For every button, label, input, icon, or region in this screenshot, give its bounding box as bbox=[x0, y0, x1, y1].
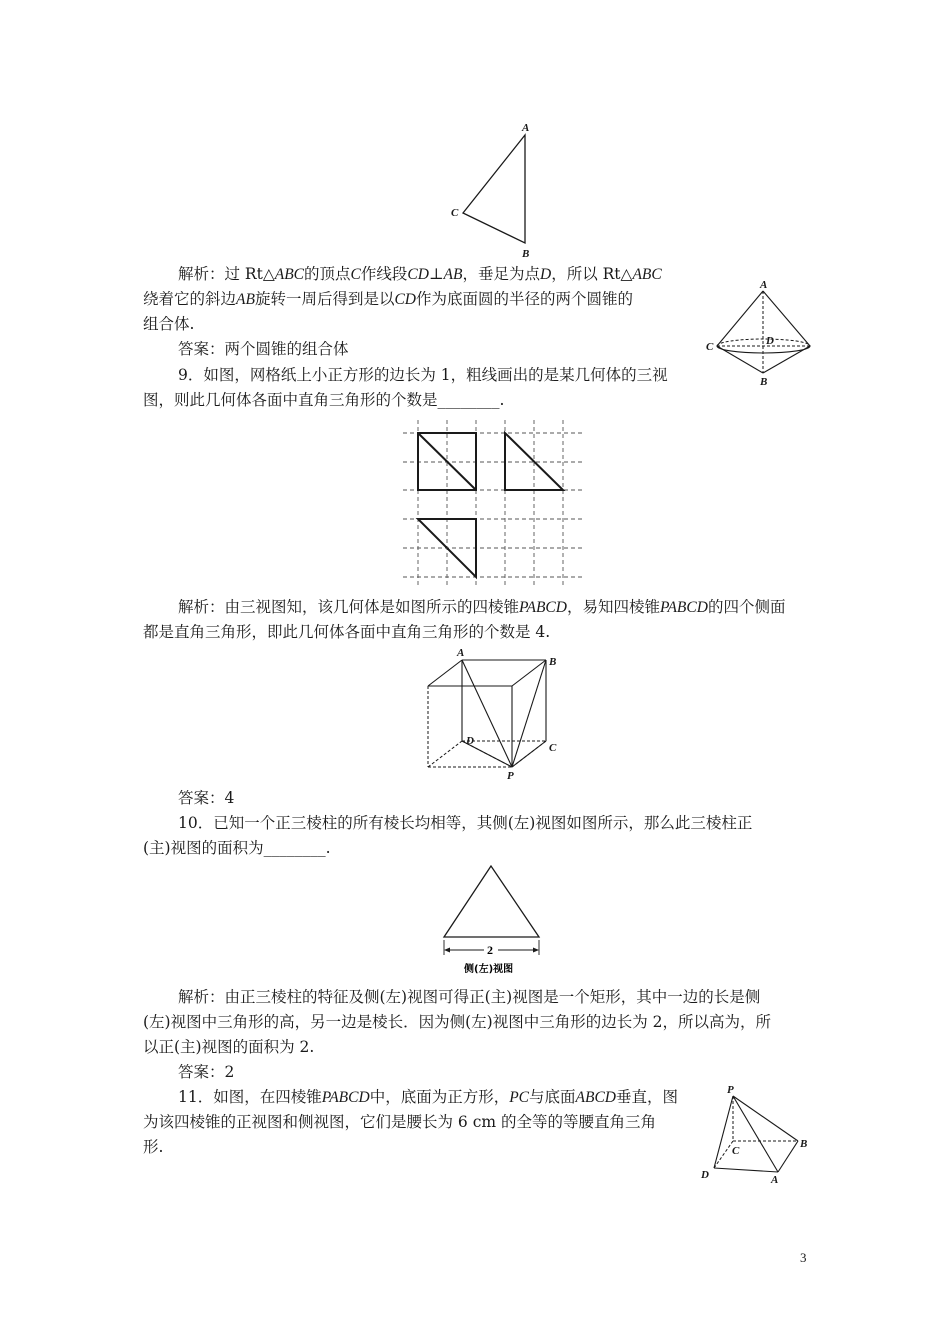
q11-line3: 形. bbox=[143, 1138, 164, 1156]
pyr-label-c: C bbox=[732, 1145, 740, 1157]
s9-analysis-line1: 解析：由三视图知，该几何体是如图所示的四棱锥PABCD，易知四棱锥PABCD的四个侧面 bbox=[178, 598, 786, 616]
s8-analysis-line1: 解析：过 Rt△ABC的顶点C作线段CD⊥AB，垂足为点D，所以 Rt△ABC bbox=[178, 265, 662, 283]
pyr-label-d: D bbox=[701, 1169, 709, 1181]
tri-label-a: A bbox=[522, 122, 530, 134]
cone-label-c: C bbox=[706, 341, 714, 353]
cube-label-p: P bbox=[507, 770, 514, 782]
s9-answer: 答案：4 bbox=[178, 789, 235, 807]
q10-line1: 10．已知一个正三棱柱的所有棱长均相等，其侧(左)视图如图所示，那么此三棱柱正 bbox=[178, 814, 753, 832]
s8-analysis-line2: 绕着它的斜边AB旋转一周后得到是以CD作为底面圆的半径的两个圆锥的 bbox=[143, 290, 634, 308]
pyr-label-b: B bbox=[800, 1138, 808, 1150]
s10-analysis-line2: (左)视图中三角形的高，另一边是棱长．因为侧(左)视图中三角形的边长为 2，所以高为，所 bbox=[143, 1013, 771, 1031]
pyr-label-a: A bbox=[771, 1174, 779, 1186]
cone-label-d: D bbox=[766, 335, 774, 347]
tri-label-c: C bbox=[451, 207, 459, 219]
cone-label-b: B bbox=[760, 376, 768, 388]
tri-label-b: B bbox=[522, 248, 530, 260]
cube-label-d: D bbox=[466, 735, 474, 747]
page-number: 3 bbox=[800, 1250, 807, 1265]
q9-line2: 图，则此几何体各面中直角三角形的个数是________. bbox=[143, 391, 505, 409]
s10-analysis-line1: 解析：由正三棱柱的特征及侧(左)视图可得正(主)视图是一个矩形，其中一边的长是侧 bbox=[178, 988, 761, 1006]
pyr-label-p: P bbox=[727, 1084, 734, 1096]
cube-label-a: A bbox=[457, 647, 465, 659]
s9-analysis-line2: 都是直角三角形，即此几何体各面中直角三角形的个数是 4. bbox=[143, 623, 551, 641]
side-view-caption: 侧(左)视图 bbox=[464, 964, 514, 975]
s8-analysis-line3: 组合体. bbox=[143, 315, 195, 333]
q11-line1: 11．如图，在四棱锥PABCD中，底面为正方形，PC与底面ABCD垂直，图 bbox=[178, 1088, 679, 1106]
q11-line2: 为该四棱锥的正视图和侧视图，它们是腰长为 6 cm 的全等的等腰直角三角 bbox=[143, 1113, 657, 1131]
cone-label-a: A bbox=[760, 279, 768, 291]
s10-answer: 答案：2 bbox=[178, 1063, 235, 1081]
side-view-dimension: 2 bbox=[487, 943, 493, 957]
q9-line1: 9．如图，网格纸上小正方形的边长为 1，粗线画出的是某几何体的三视 bbox=[178, 366, 668, 384]
s8-answer: 答案：两个圆锥的组合体 bbox=[178, 340, 349, 358]
cube-label-b: B bbox=[549, 656, 557, 668]
s10-analysis-line3: 以正(主)视图的面积为 2. bbox=[143, 1038, 315, 1056]
q10-line2: (主)视图的面积为________. bbox=[143, 839, 331, 857]
cube-label-c: C bbox=[549, 742, 557, 754]
